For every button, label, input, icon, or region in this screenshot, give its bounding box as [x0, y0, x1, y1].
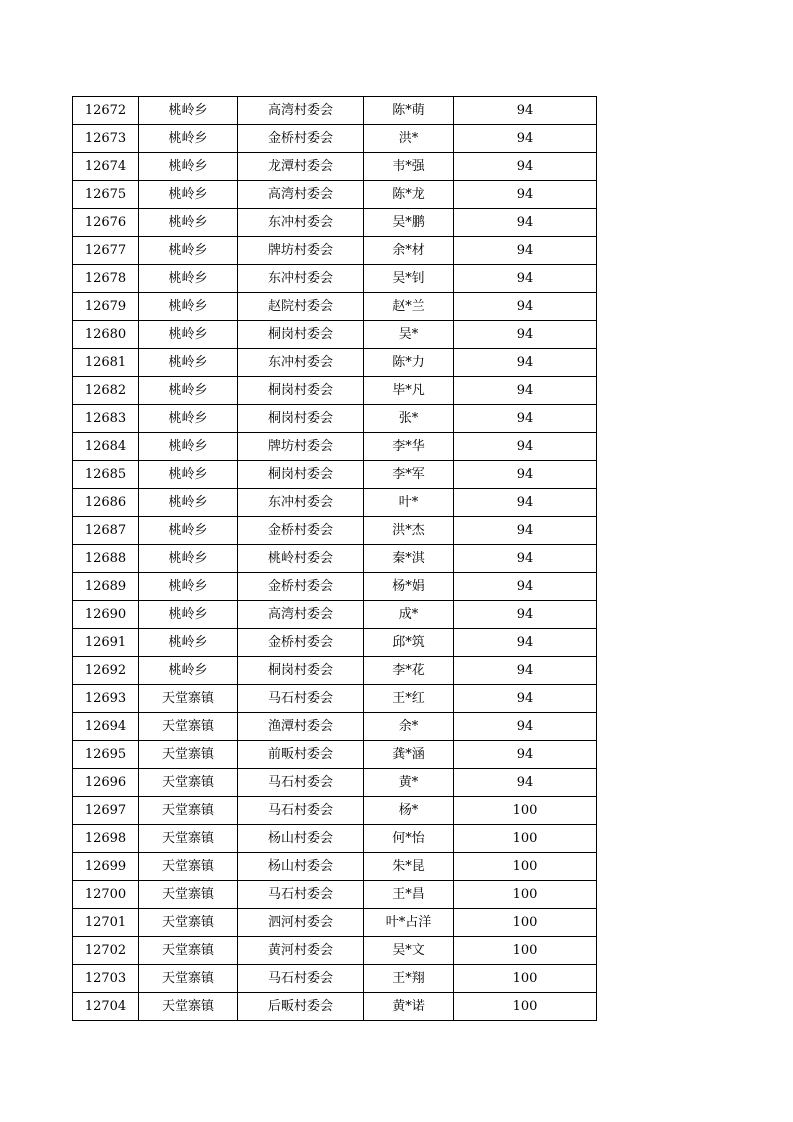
town-cell: 天堂寨镇	[139, 937, 238, 965]
town-cell: 桃岭乡	[139, 377, 238, 405]
record-id-cell: 12680	[73, 321, 139, 349]
town-cell: 桃岭乡	[139, 125, 238, 153]
village-committee-cell: 金桥村委会	[238, 629, 364, 657]
village-committee-cell: 龙潭村委会	[238, 153, 364, 181]
table-row	[73, 629, 597, 657]
table-row	[73, 461, 597, 489]
person-name-cell: 陈*萌	[364, 97, 454, 125]
record-id-cell: 12674	[73, 153, 139, 181]
person-name-cell: 王*昌	[364, 881, 454, 909]
town-cell: 桃岭乡	[139, 97, 238, 125]
village-committee-cell: 高湾村委会	[238, 181, 364, 209]
table-row	[73, 713, 597, 741]
record-id-cell: 12701	[73, 909, 139, 937]
town-cell: 桃岭乡	[139, 573, 238, 601]
town-cell: 桃岭乡	[139, 433, 238, 461]
table-row	[73, 377, 597, 405]
town-cell: 天堂寨镇	[139, 713, 238, 741]
table-row	[73, 181, 597, 209]
table-row	[73, 741, 597, 769]
score-cell: 100	[454, 909, 597, 937]
town-cell: 天堂寨镇	[139, 741, 238, 769]
record-id-cell: 12672	[73, 97, 139, 125]
table-row	[73, 433, 597, 461]
village-committee-cell: 马石村委会	[238, 881, 364, 909]
table-row	[73, 881, 597, 909]
record-id-cell: 12695	[73, 741, 139, 769]
score-cell: 94	[454, 237, 597, 265]
village-committee-cell: 桐岗村委会	[238, 405, 364, 433]
score-cell: 94	[454, 517, 597, 545]
village-committee-cell: 杨山村委会	[238, 853, 364, 881]
score-cell: 100	[454, 797, 597, 825]
record-id-cell: 12693	[73, 685, 139, 713]
score-cell: 100	[454, 965, 597, 993]
person-name-cell: 成*	[364, 601, 454, 629]
table-row	[73, 489, 597, 517]
town-cell: 桃岭乡	[139, 545, 238, 573]
record-id-cell: 12688	[73, 545, 139, 573]
record-id-cell: 12704	[73, 993, 139, 1021]
record-id-cell: 12700	[73, 881, 139, 909]
score-cell: 94	[454, 741, 597, 769]
person-name-cell: 吴*鹏	[364, 209, 454, 237]
person-name-cell: 叶*	[364, 489, 454, 517]
village-committee-cell: 东冲村委会	[238, 349, 364, 377]
roster-table-body	[73, 97, 597, 1021]
person-name-cell: 毕*凡	[364, 377, 454, 405]
village-committee-cell: 马石村委会	[238, 769, 364, 797]
town-cell: 天堂寨镇	[139, 965, 238, 993]
town-cell: 天堂寨镇	[139, 993, 238, 1021]
person-name-cell: 余*	[364, 713, 454, 741]
table-row	[73, 797, 597, 825]
person-name-cell: 陈*力	[364, 349, 454, 377]
record-id-cell: 12683	[73, 405, 139, 433]
record-id-cell: 12696	[73, 769, 139, 797]
score-cell: 94	[454, 153, 597, 181]
score-cell: 94	[454, 629, 597, 657]
record-id-cell: 12686	[73, 489, 139, 517]
table-row	[73, 937, 597, 965]
table-row	[73, 517, 597, 545]
table-row	[73, 293, 597, 321]
town-cell: 桃岭乡	[139, 517, 238, 545]
town-cell: 桃岭乡	[139, 265, 238, 293]
town-cell: 天堂寨镇	[139, 797, 238, 825]
table-row	[73, 97, 597, 125]
record-id-cell: 12685	[73, 461, 139, 489]
score-cell: 94	[454, 125, 597, 153]
village-committee-cell: 桐岗村委会	[238, 657, 364, 685]
town-cell: 桃岭乡	[139, 181, 238, 209]
score-cell: 94	[454, 209, 597, 237]
record-id-cell: 12690	[73, 601, 139, 629]
record-id-cell: 12679	[73, 293, 139, 321]
village-committee-cell: 东冲村委会	[238, 265, 364, 293]
person-name-cell: 朱*昆	[364, 853, 454, 881]
record-id-cell: 12673	[73, 125, 139, 153]
score-cell: 100	[454, 993, 597, 1021]
village-committee-cell: 桃岭村委会	[238, 545, 364, 573]
score-cell: 94	[454, 545, 597, 573]
table-row	[73, 209, 597, 237]
score-cell: 94	[454, 713, 597, 741]
town-cell: 桃岭乡	[139, 153, 238, 181]
village-committee-cell: 桐岗村委会	[238, 461, 364, 489]
person-name-cell: 王*翔	[364, 965, 454, 993]
score-cell: 94	[454, 685, 597, 713]
person-name-cell: 王*红	[364, 685, 454, 713]
village-committee-cell: 前畈村委会	[238, 741, 364, 769]
score-cell: 100	[454, 881, 597, 909]
village-committee-cell: 金桥村委会	[238, 125, 364, 153]
person-name-cell: 黄*	[364, 769, 454, 797]
record-id-cell: 12678	[73, 265, 139, 293]
village-committee-cell: 金桥村委会	[238, 517, 364, 545]
table-row	[73, 265, 597, 293]
person-name-cell: 李*花	[364, 657, 454, 685]
town-cell: 桃岭乡	[139, 209, 238, 237]
village-committee-cell: 桐岗村委会	[238, 321, 364, 349]
person-name-cell: 龚*涵	[364, 741, 454, 769]
record-id-cell: 12697	[73, 797, 139, 825]
village-committee-cell: 泗河村委会	[238, 909, 364, 937]
person-name-cell: 余*材	[364, 237, 454, 265]
score-cell: 94	[454, 405, 597, 433]
table-row	[73, 909, 597, 937]
person-name-cell: 李*军	[364, 461, 454, 489]
score-cell: 100	[454, 937, 597, 965]
score-cell: 94	[454, 461, 597, 489]
table-row	[73, 965, 597, 993]
village-committee-cell: 马石村委会	[238, 965, 364, 993]
person-name-cell: 张*	[364, 405, 454, 433]
table-row	[73, 405, 597, 433]
score-cell: 94	[454, 321, 597, 349]
village-committee-cell: 渔潭村委会	[238, 713, 364, 741]
town-cell: 桃岭乡	[139, 489, 238, 517]
table-row	[73, 769, 597, 797]
village-committee-cell: 杨山村委会	[238, 825, 364, 853]
record-id-cell: 12694	[73, 713, 139, 741]
record-id-cell: 12687	[73, 517, 139, 545]
village-committee-cell: 高湾村委会	[238, 601, 364, 629]
score-cell: 94	[454, 601, 597, 629]
table-row	[73, 321, 597, 349]
town-cell: 天堂寨镇	[139, 853, 238, 881]
village-committee-cell: 东冲村委会	[238, 489, 364, 517]
score-cell: 94	[454, 769, 597, 797]
table-row	[73, 125, 597, 153]
person-name-cell: 何*怡	[364, 825, 454, 853]
table-row	[73, 601, 597, 629]
town-cell: 桃岭乡	[139, 657, 238, 685]
record-id-cell: 12692	[73, 657, 139, 685]
record-id-cell: 12682	[73, 377, 139, 405]
town-cell: 桃岭乡	[139, 461, 238, 489]
town-cell: 桃岭乡	[139, 237, 238, 265]
village-committee-cell: 牌坊村委会	[238, 433, 364, 461]
table-row	[73, 573, 597, 601]
roster-table	[72, 96, 597, 1021]
person-name-cell: 黄*诺	[364, 993, 454, 1021]
village-committee-cell: 马石村委会	[238, 797, 364, 825]
town-cell: 天堂寨镇	[139, 909, 238, 937]
village-committee-cell: 桐岗村委会	[238, 377, 364, 405]
score-cell: 94	[454, 377, 597, 405]
town-cell: 桃岭乡	[139, 405, 238, 433]
table-row	[73, 993, 597, 1021]
village-committee-cell: 牌坊村委会	[238, 237, 364, 265]
record-id-cell: 12675	[73, 181, 139, 209]
person-name-cell: 秦*淇	[364, 545, 454, 573]
record-id-cell: 12691	[73, 629, 139, 657]
score-cell: 94	[454, 97, 597, 125]
person-name-cell: 杨*娟	[364, 573, 454, 601]
person-name-cell: 李*华	[364, 433, 454, 461]
person-name-cell: 吴*	[364, 321, 454, 349]
record-id-cell: 12676	[73, 209, 139, 237]
score-cell: 100	[454, 825, 597, 853]
town-cell: 天堂寨镇	[139, 825, 238, 853]
score-cell: 94	[454, 573, 597, 601]
score-cell: 94	[454, 181, 597, 209]
record-id-cell: 12699	[73, 853, 139, 881]
town-cell: 天堂寨镇	[139, 881, 238, 909]
village-committee-cell: 黄河村委会	[238, 937, 364, 965]
score-cell: 94	[454, 349, 597, 377]
score-cell: 94	[454, 293, 597, 321]
score-cell: 94	[454, 265, 597, 293]
town-cell: 天堂寨镇	[139, 685, 238, 713]
record-id-cell: 12689	[73, 573, 139, 601]
record-id-cell: 12698	[73, 825, 139, 853]
village-committee-cell: 马石村委会	[238, 685, 364, 713]
table-row	[73, 237, 597, 265]
score-cell: 94	[454, 489, 597, 517]
record-id-cell: 12681	[73, 349, 139, 377]
village-committee-cell: 金桥村委会	[238, 573, 364, 601]
person-name-cell: 陈*龙	[364, 181, 454, 209]
person-name-cell: 杨*	[364, 797, 454, 825]
table-row	[73, 349, 597, 377]
score-cell: 100	[454, 853, 597, 881]
town-cell: 天堂寨镇	[139, 769, 238, 797]
record-id-cell: 12677	[73, 237, 139, 265]
table-row	[73, 825, 597, 853]
record-id-cell: 12684	[73, 433, 139, 461]
town-cell: 桃岭乡	[139, 293, 238, 321]
table-row	[73, 657, 597, 685]
table-row	[73, 153, 597, 181]
town-cell: 桃岭乡	[139, 629, 238, 657]
score-cell: 94	[454, 657, 597, 685]
score-cell: 94	[454, 433, 597, 461]
person-name-cell: 赵*兰	[364, 293, 454, 321]
town-cell: 桃岭乡	[139, 321, 238, 349]
town-cell: 桃岭乡	[139, 349, 238, 377]
person-name-cell: 叶*占洋	[364, 909, 454, 937]
village-committee-cell: 高湾村委会	[238, 97, 364, 125]
table-row	[73, 853, 597, 881]
person-name-cell: 洪*杰	[364, 517, 454, 545]
town-cell: 桃岭乡	[139, 601, 238, 629]
record-id-cell: 12703	[73, 965, 139, 993]
village-committee-cell: 赵院村委会	[238, 293, 364, 321]
person-name-cell: 吴*钊	[364, 265, 454, 293]
person-name-cell: 韦*强	[364, 153, 454, 181]
person-name-cell: 吴*文	[364, 937, 454, 965]
village-committee-cell: 后畈村委会	[238, 993, 364, 1021]
village-committee-cell: 东冲村委会	[238, 209, 364, 237]
record-id-cell: 12702	[73, 937, 139, 965]
table-row	[73, 545, 597, 573]
table-row	[73, 685, 597, 713]
person-name-cell: 邱*筑	[364, 629, 454, 657]
person-name-cell: 洪*	[364, 125, 454, 153]
